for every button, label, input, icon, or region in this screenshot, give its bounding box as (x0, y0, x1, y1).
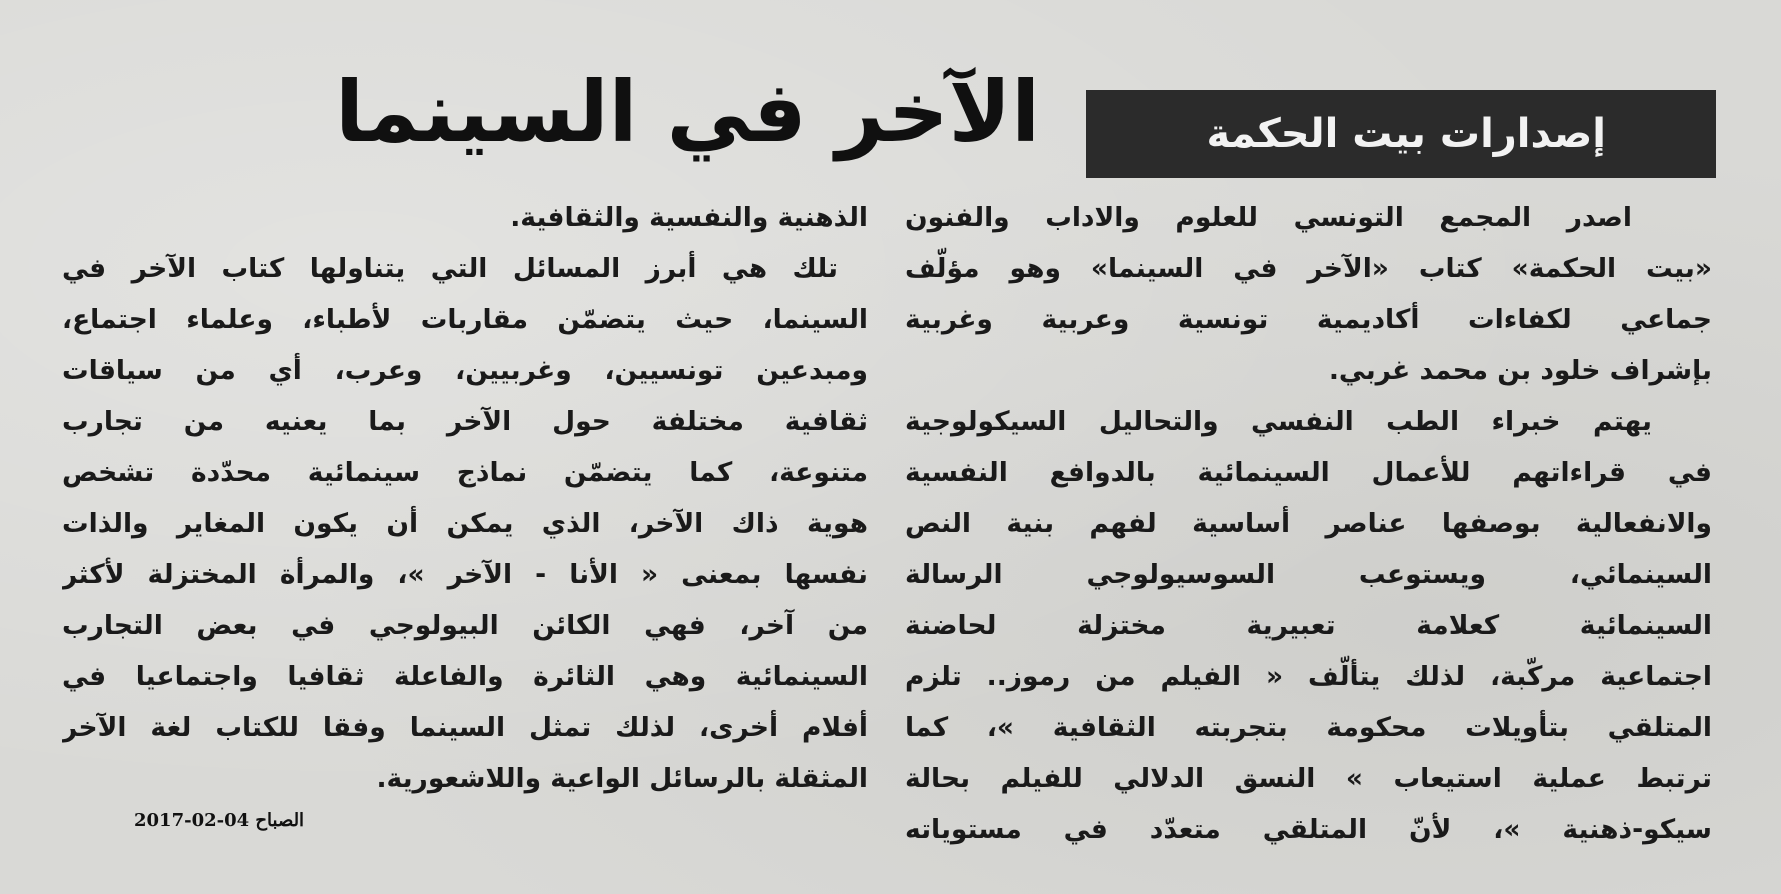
text-line: المتلقي بتأويلات محكومة بتجربته الثقافية »، كما (905, 712, 1712, 743)
section-kicker-banner (1086, 90, 1716, 178)
text-line: في قراءاتهم للأعمال السينمائية بالدوافع النفسية (905, 457, 1712, 488)
text-line: جماعي لكفاءات أكاديمية تونسية وعربية وغربية (905, 304, 1712, 335)
text-line: ثقافية مختلفة حول الآخر بما يعنيه من تجارب (62, 406, 868, 437)
article-column-left (62, 192, 868, 804)
text-line: يهتم خبراء الطب النفسي والتحاليل السيكولوجية (905, 406, 1652, 437)
footer-date: 2017-02-04 (134, 810, 250, 831)
text-line: ومبدعين تونسيين، وغربيين، وعرب، أي من سياقات (62, 355, 868, 386)
text-line: اصدر المجمع التونسي للعلوم والاداب والفنون (905, 202, 1632, 233)
article-headline: الآخر في السينما (335, 63, 1040, 161)
text-line: ترتبط عملية استيعاب » النسق الدلالي للفيلم بحالة (905, 763, 1712, 794)
footer-paper-name: الصباح (255, 810, 305, 831)
text-line: من آخر، فهي الكائن البيولوجي في بعض التجارب (62, 610, 868, 641)
text-line: اجتماعية مركّبة، لذلك يتألّف « الفيلم من رموز.. تلزم (905, 661, 1712, 692)
text-line: «بيت الحكمة» كتاب «الآخر في السينما» وهو مؤلّف (905, 253, 1712, 284)
article-column-right (905, 192, 1712, 855)
text-line: نفسها بمعنى « الأنا - الآخر »، والمرأة المختزلة لأكثر (62, 559, 868, 590)
text-line: السينمائية وهي الثائرة والفاعلة ثقافيا واجتماعيا في (62, 661, 868, 692)
text-line: السينمائية كعلامة تعبيرية مختزلة لحاضنة (905, 610, 1712, 641)
text-line: الذهنية والنفسية والثقافية. (510, 202, 868, 233)
text-line: أفلام أخرى، لذلك تمثل السينما وفقا للكتاب لغة الآخر (62, 712, 868, 743)
text-line: سيكو-ذهنية »، لأنّ المتلقي متعدّد في مستوياته (905, 814, 1712, 845)
text-line: السينما، حيث يتضمّن مقاربات لأطباء، وعلماء اجتماع، (62, 304, 868, 335)
source-footer (134, 810, 314, 840)
section-kicker-text: إصدارات بيت الحكمة (1206, 111, 1606, 157)
text-line: المثقلة بالرسائل الواعية واللاشعورية. (376, 763, 868, 794)
text-line: متنوعة، كما يتضمّن نماذج سينمائية محدّدة تشخص (62, 457, 868, 488)
text-line: هوية ذاك الآخر، الذي يمكن أن يكون المغاير والذات (62, 508, 868, 539)
text-line: والانفعالية بوصفها عناصر أساسية لفهم بنية النص (905, 508, 1712, 539)
text-line: بإشراف خلود بن محمد غربي. (1328, 355, 1712, 386)
text-line: السينمائي، ويستوعب السوسيولوجي الرسالة (905, 559, 1712, 590)
text-line: تلك هي أبرز المسائل التي يتناولها كتاب الآخر في (62, 253, 838, 284)
